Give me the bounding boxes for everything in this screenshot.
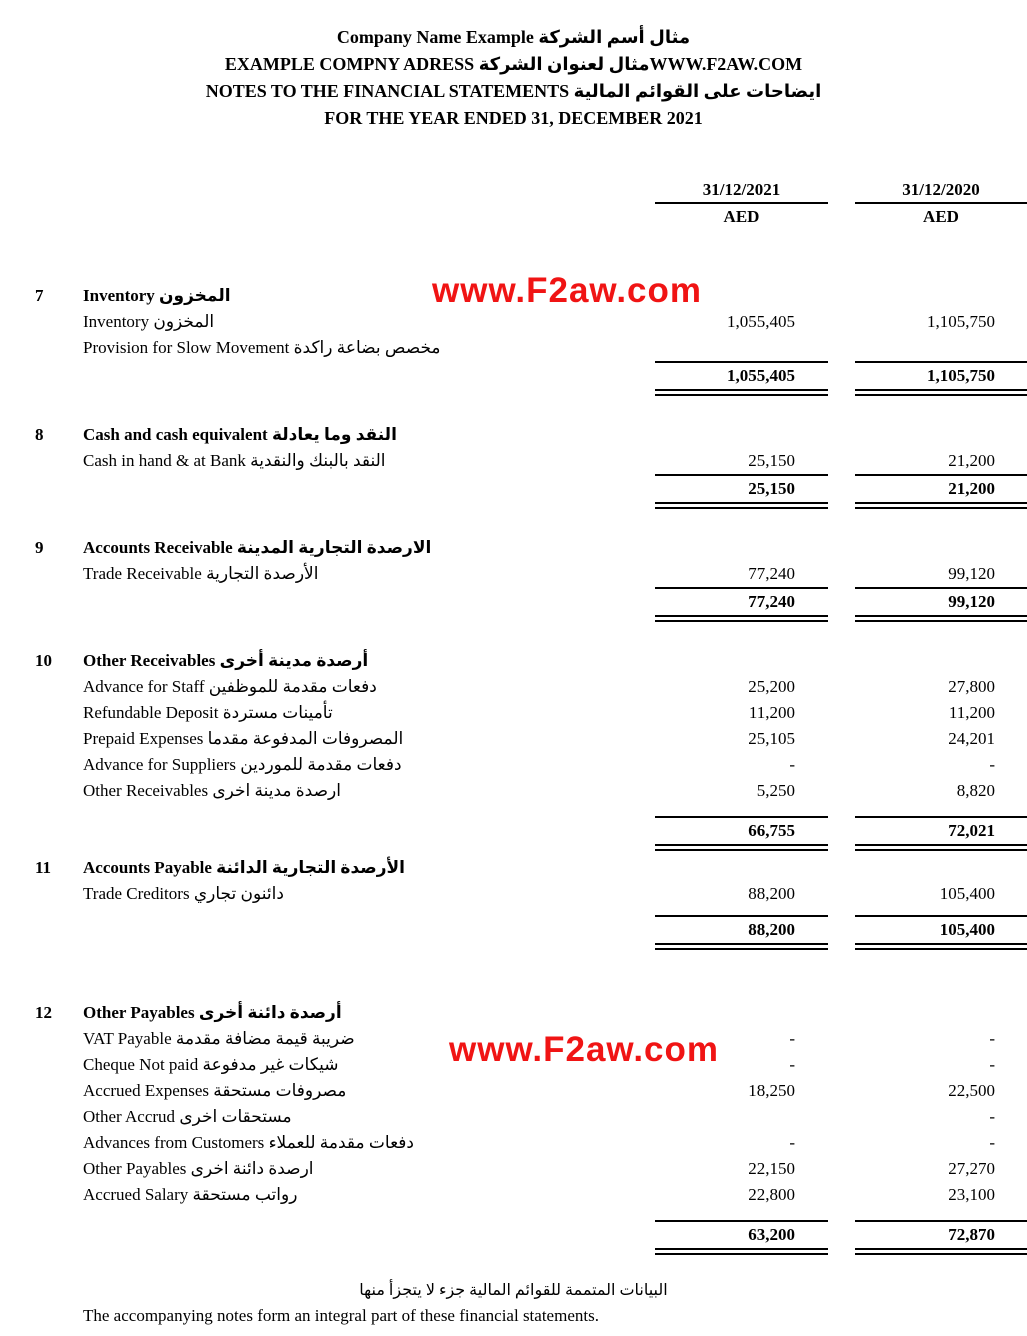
table-row bbox=[0, 778, 1027, 804]
section-total-row bbox=[0, 587, 1027, 622]
total-2021: 25,150 bbox=[655, 474, 828, 509]
section-title: Cash and cash equivalent النقد وما يعادلة bbox=[83, 425, 397, 444]
table-row bbox=[0, 674, 1027, 700]
value-2021: - bbox=[789, 755, 795, 774]
table-row bbox=[0, 1078, 1027, 1104]
footer-note-english: The accompanying notes form an integral part of these financial statements. bbox=[83, 1306, 599, 1325]
value-2020: - bbox=[989, 1055, 995, 1074]
value-2020 bbox=[855, 335, 1027, 361]
value-2020: 27,270 bbox=[948, 1159, 995, 1178]
currency-label-2020: AED bbox=[923, 207, 959, 226]
total-2020: 1,105,750 bbox=[855, 361, 1027, 396]
total-2021: 63,200 bbox=[655, 1220, 828, 1255]
value-2021: - bbox=[789, 1133, 795, 1152]
row-label: Other Accrud مستحقات اخرى bbox=[83, 1107, 292, 1126]
section-total-row bbox=[0, 915, 1027, 950]
row-label: VAT Payable ضريبة قيمة مضافة مقدمة bbox=[83, 1029, 355, 1048]
value-2021: 11,200 bbox=[748, 703, 795, 722]
section-title: Other Payables أرصدة دائنة أخرى bbox=[83, 1003, 342, 1022]
section-number: 12 bbox=[35, 1003, 52, 1022]
section-number: 10 bbox=[35, 651, 52, 670]
total-2021: 1,055,405 bbox=[655, 361, 828, 396]
watermark-f2aw-top: www.F2aw.com bbox=[432, 271, 703, 310]
table-row bbox=[0, 309, 1027, 335]
row-label: Inventory المخزون bbox=[83, 312, 215, 331]
section-cash bbox=[0, 422, 1027, 509]
row-label: Accrued Expenses مصروفات مستحقة bbox=[83, 1081, 347, 1100]
value-2021: 1,055,405 bbox=[727, 312, 795, 331]
total-2021: 77,240 bbox=[655, 587, 828, 622]
table-row bbox=[0, 752, 1027, 778]
column-headers bbox=[0, 178, 1027, 229]
total-2020: 72,870 bbox=[855, 1220, 1027, 1255]
table-row bbox=[0, 700, 1027, 726]
column-date-2020: 31/12/2020 bbox=[855, 178, 1027, 204]
value-2020: 11,200 bbox=[948, 703, 995, 722]
table-row bbox=[0, 881, 1027, 907]
total-2020: 105,400 bbox=[855, 915, 1027, 950]
row-label: Cash in hand & at Bank النقد بالبنك والنقدية bbox=[83, 451, 386, 470]
section-title: Other Receivables أرصدة مدينة أخرى bbox=[83, 651, 369, 670]
value-2020: - bbox=[989, 1107, 995, 1126]
section-inventory bbox=[0, 283, 1027, 396]
value-2020: - bbox=[989, 1029, 995, 1048]
section-accounts-receivable bbox=[0, 535, 1027, 622]
row-label: Trade Receivable الأرصدة التجارية bbox=[83, 564, 319, 583]
table-row bbox=[0, 561, 1027, 587]
footer-note-arabic: البيانات المتممة للقوائم المالية جزء لا يتجزأ منها bbox=[359, 1282, 668, 1299]
value-2020: 99,120 bbox=[948, 564, 995, 583]
value-2021: - bbox=[789, 1055, 795, 1074]
row-label: Cheque Not paid شيكات غير مدفوعة bbox=[83, 1055, 339, 1074]
value-2021: - bbox=[789, 1029, 795, 1048]
total-2020: 21,200 bbox=[855, 474, 1027, 509]
watermark-f2aw-bottom: www.F2aw.com bbox=[449, 1030, 720, 1069]
value-2021: 25,150 bbox=[748, 451, 795, 470]
row-label: Trade Creditors دائنون تجاري bbox=[83, 884, 284, 903]
value-2020: 27,800 bbox=[948, 677, 995, 696]
table-row bbox=[0, 335, 1027, 361]
table-row bbox=[0, 1052, 1027, 1078]
value-2021: 88,200 bbox=[748, 884, 795, 903]
value-2020: 1,105,750 bbox=[927, 312, 995, 331]
value-2020: 24,201 bbox=[948, 729, 995, 748]
value-2020: 23,100 bbox=[948, 1185, 995, 1204]
statement-title-line: NOTES TO THE FINANCIAL STATEMENTS ايضاحات على القوائم المالية bbox=[205, 81, 822, 101]
row-label: Other Receivables ارصدة مدينة اخرى bbox=[83, 781, 341, 800]
total-2021: 66,755 bbox=[655, 816, 828, 851]
value-2021: 22,150 bbox=[748, 1159, 795, 1178]
value-2020: 22,500 bbox=[948, 1081, 995, 1100]
value-2020: 21,200 bbox=[948, 451, 995, 470]
document-header bbox=[0, 24, 1027, 132]
section-accounts-payable bbox=[0, 855, 1027, 950]
section-number: 9 bbox=[35, 538, 44, 557]
value-2021: 77,240 bbox=[748, 564, 795, 583]
section-other-payables bbox=[0, 1000, 1027, 1255]
value-2020: 8,820 bbox=[956, 781, 995, 800]
row-label: Prepaid Expenses المصروفات المدفوعة مقدما bbox=[83, 729, 404, 748]
section-number: 7 bbox=[35, 286, 44, 305]
section-total-row bbox=[0, 474, 1027, 509]
table-row bbox=[0, 448, 1027, 474]
value-2021 bbox=[655, 335, 828, 361]
table-row bbox=[0, 1026, 1027, 1052]
section-number: 11 bbox=[35, 858, 52, 877]
period-line: FOR THE YEAR ENDED 31, DECEMBER 2021 bbox=[324, 108, 703, 128]
total-2021: 88,200 bbox=[655, 915, 828, 950]
row-label: Provision for Slow Movement مخصص بضاعة راكدة bbox=[83, 338, 441, 357]
section-total-row bbox=[0, 1220, 1027, 1255]
column-date-2021: 31/12/2021 bbox=[655, 178, 828, 204]
table-row bbox=[0, 1130, 1027, 1156]
section-title: Accounts Payable الأرصدة التجارية الدائنة bbox=[83, 858, 405, 877]
table-row bbox=[0, 1182, 1027, 1208]
section-other-receivables bbox=[0, 648, 1027, 851]
section-total-row bbox=[0, 361, 1027, 396]
row-label: Advance for Suppliers دفعات مقدمة للموردين bbox=[83, 755, 402, 774]
company-address-line: EXAMPLE COMPNY ADRESS مثال لعنوان الشركةWWW.F2AW.COM bbox=[224, 54, 803, 74]
total-2020: 72,021 bbox=[855, 816, 1027, 851]
table-row bbox=[0, 1104, 1027, 1130]
value-2020: - bbox=[989, 755, 995, 774]
currency-label-2021: AED bbox=[723, 207, 760, 226]
value-2021: 18,250 bbox=[748, 1081, 795, 1100]
value-2020: - bbox=[989, 1133, 995, 1152]
total-2020: 99,120 bbox=[855, 587, 1027, 622]
value-2021: 25,200 bbox=[748, 677, 795, 696]
table-row bbox=[0, 1156, 1027, 1182]
company-name-line: Company Name Example مثال أسم الشركة bbox=[336, 27, 691, 47]
value-2021: 22,800 bbox=[748, 1185, 795, 1204]
value-2021 bbox=[655, 1104, 828, 1130]
value-2021: 25,105 bbox=[748, 729, 795, 748]
table-row bbox=[0, 726, 1027, 752]
section-total-row bbox=[0, 816, 1027, 851]
section-title: Inventory المخزون bbox=[83, 286, 231, 305]
value-2020: 105,400 bbox=[939, 884, 995, 903]
row-label: Advances from Customers دفعات مقدمة للعملاء bbox=[83, 1133, 414, 1152]
row-label: Refundable Deposit تأمينات مستردة bbox=[83, 703, 333, 722]
row-label: Other Payables ارصدة دائنة اخرى bbox=[83, 1159, 314, 1178]
row-label: Accrued Salary رواتب مستحقة bbox=[83, 1185, 298, 1204]
section-title: Accounts Receivable الارصدة التجارية المدينة bbox=[83, 538, 432, 557]
row-label: Advance for Staff دفعات مقدمة للموظفين bbox=[83, 677, 377, 696]
section-number: 8 bbox=[35, 425, 44, 444]
value-2021: 5,250 bbox=[756, 781, 795, 800]
